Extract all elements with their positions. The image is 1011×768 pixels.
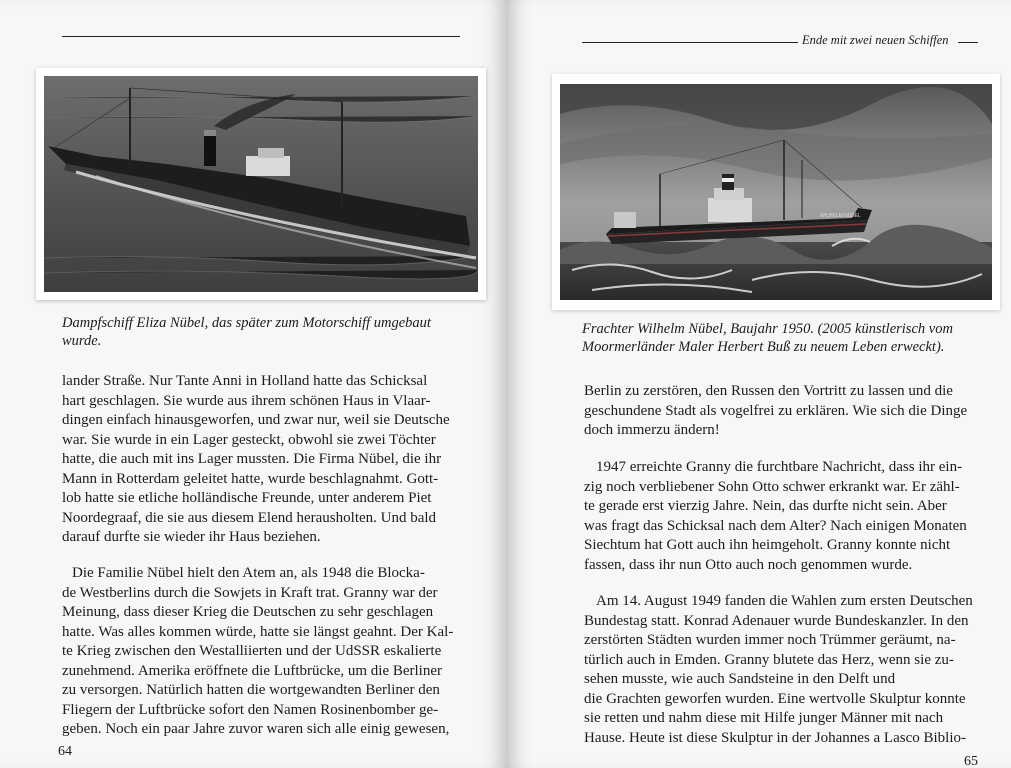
text-line: Hause. Heute ist diese Skulptur in der Johannes a Lasco Biblio- [584,729,967,746]
text-line: zig noch verbliebener Sohn Otto schwer erkrankt war. Er zähl- [584,478,960,495]
text-line: was fragt das Schicksal nach dem Alter? Nach einigen Monaten [584,517,967,534]
paragraph-1-left [62,372,450,548]
paragraph-2-right [584,458,967,575]
text-line: Meinung, dass dieser Krieg die Deutschen zu sehr geschlagen [62,604,434,620]
photo-frame-wilhelm [552,74,1000,310]
caption-line: wurde. [62,333,102,349]
caption-line: Moormerländer Maler Herbert Buß zu neuem Leben erweckt). [582,339,945,355]
photo-caption-left [62,314,431,350]
header-rule [582,42,798,43]
text-line: dingen einfach hinausgeworfen, und zwar nur, weil sie Deutsche [62,412,450,428]
text-line: Siechtum hat Gott auch ihn heimgeholt. Granny konnte nicht [584,537,951,553]
text-line: te gerade erst vierzig Jahre. Nein, das durfte nicht sein. Aber [584,498,947,514]
text-line: Berlin zu zerstören, den Russen den Vortritt zu lassen und die [584,383,953,399]
header-rule-end [958,42,978,43]
running-header: Ende mit zwei neuen Schiffen [802,33,949,47]
text-line: zunehmend. Amerika eröffnete die Luftbrücke, um die Berliner [62,662,442,679]
text-line: zerstörten Städten wurden immer noch Trümmer geräumt, na- [584,632,956,648]
text-line: Bundestag statt. Konrad Adenauer wurde Bundeskanzler. In den [584,612,969,629]
text-line: geschundene Stadt als vogelfrei zu erklären. Wie sich die Dinge [584,402,968,419]
text-line: Die Familie Nübel hielt den Atem an, als 1948 die Blocka- [72,565,425,581]
text-line: türlich auch in Emden. Granny blutete das Herz, wenn sie zu- [584,651,954,668]
text-line: lob hatte sie etliche holländische Freunde, unter anderem Piet [62,490,432,506]
right-page [506,0,1011,768]
text-line: de Westberlins durch die Sowjets in Kraft trat. Granny war der [62,584,438,601]
paragraph-1-right [584,382,967,441]
paragraph-3-right [584,592,973,748]
caption-line: Dampfschiff Eliza Nübel, das später zum Motorschiff umgebaut [62,315,431,331]
photo-caption-right [582,320,953,356]
text-line: fassen, dass ihr nun Otto auch noch genommen wurde. [584,556,913,573]
text-line: 1947 erreichte Granny die furchtbare Nachricht, dass ihr ein- [596,459,963,475]
text-line: Noordegraaf, die sie aus diesem Elend herausholten. Und bald [62,509,437,526]
text-line: hatte, die auch mit ins Lager mussten. Die Firma Nübel, die ihr [62,451,442,467]
text-line: war. Sie wurde in ein Lager gesteckt, obwohl sie zwei Töchter [62,431,436,448]
text-line: die Grachten geworfen wurden. Eine wertvolle Skulptur konnte [584,690,966,707]
ship-photo-eliza [36,68,486,300]
text-line: geben. Noch ein paar Jahre zuvor waren sich alle einig gewesen, [62,721,450,737]
text-line: hart geschlagen. Sie wurde aus ihrem schönen Haus in Vlaar- [62,392,431,409]
text-line: lander Straße. Nur Tante Anni in Holland hatte das Schicksal [62,373,428,389]
hull-name-label: WILHELM NÜBEL [820,213,861,219]
ship-painting-wilhelm [552,74,1000,310]
text-line: zu versorgen. Natürlich hatten die wortgewandten Berliner den [62,682,440,698]
text-line: sehen musste, wie auch Sandsteine in den Delft und [584,671,896,687]
caption-line: Frachter Wilhelm Nübel, Baujahr 1950. (2005 künstlerisch vom [582,321,953,337]
text-line: darauf durfte sie wieder ihr Haus beziehen. [62,529,321,545]
text-line: te Krieg zwischen den Westalliierten und der UdSSR eskalierte [62,643,442,659]
text-line: doch immerzu ändern! [584,422,720,438]
text-line: Fliegern der Luftbrücke sofort den Namen Rosinenbomber ge- [62,701,439,718]
text-line: Mann in Rotterdam geleitet hatte, wurde beschlagnahmt. Gott- [62,470,439,487]
text-line: hatte. Was alles kommen würde, hatte sie längst geahnt. Der Kal- [62,623,454,640]
page-number-left: 64 [58,744,72,759]
text-line: sie retten und nahm diese mit Hilfe junger Männer mit nach [584,710,944,726]
photo-frame-eliza [36,68,486,300]
page-number-right: 65 [964,754,978,768]
paragraph-2-left [62,564,453,740]
header-rule [62,36,460,37]
text-line: Am 14. August 1949 fanden die Wahlen zum ersten Deutschen [596,593,973,609]
